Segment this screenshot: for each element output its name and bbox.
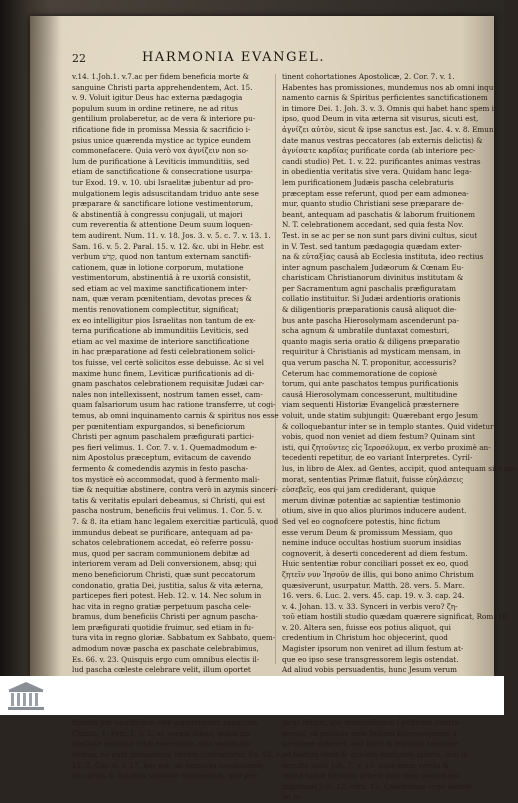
text-line: & diligentioris præparationis causâ aliquot die- <box>282 305 457 315</box>
text-line: tiæ & nequitiæ abstinere, contra verò in azymis sinceri- <box>72 485 278 495</box>
text-line: præceptam esse referunt, quod per eam admonea- <box>282 188 469 198</box>
text-line: v. 20. Altera sen, fuisse eos potius aliquot, qui <box>282 622 451 632</box>
text-line: viam sequenti Historiæ Evangelicâ præsternere <box>282 400 459 410</box>
text-line: admodum novæ pascha ex paschate celebrabimus, <box>72 644 259 654</box>
text-line: ζητεῖν νυν Ἰησοῦν de illis, qui bono animo Christum <box>282 569 474 579</box>
text-line: N. T. celebrationem accedant, sed quia festa Nov. <box>282 220 464 230</box>
text-line: Christi, 1. Petr. 1. v. 2. ac veram fidem, quam im- <box>72 728 252 738</box>
text-line: ἁγνίσατε καρδίας purificate corda (ab interiore pec- <box>282 146 476 156</box>
text-line: & abstinentiâ à congressu conjugali, ut majori <box>72 209 243 219</box>
text-line: tur Exod. 19. v. 10. ubi Israelitæ jubentur ad pro- <box>72 177 254 187</box>
page-number: 22 <box>72 52 86 65</box>
text-line: lum de purificatione à Leviticis immunditiis, sed <box>72 156 250 166</box>
text-line: quæsiverunt, usurpatur. Matth. 28. vers. 5. Marc. <box>282 580 465 590</box>
text-line: in timore Dei. 1. Joh. 3. v. 3. Omnis qui habet hanc spem in <box>282 103 499 113</box>
text-line: que eo ipso sese transgressorem legis ostendat. <box>282 654 459 664</box>
text-line: condonatio, gratia Dei, justitia, salus & vita æterna, <box>72 580 264 590</box>
text-line: beant, antequam ad paschatis & laborum fruitionem <box>282 209 476 219</box>
text-line: otium, sive in quo alios plurimos inducere audent. <box>282 506 467 516</box>
text-line: scha agnum & umbratile duntaxat comesturi, <box>282 326 450 336</box>
text-line: ex eo intelligitur pios Israelitas non tantum de ex- <box>72 315 256 325</box>
text-line: namento carnis & Spiritus perficientes sanctificationem <box>282 93 488 103</box>
text-line: hac vita in regno gratiæ perpetuum pascha cele- <box>72 601 252 611</box>
text-line: gentilium prolaberetur, ac de vera & interiore pu- <box>72 114 256 124</box>
text-line: in V. Test. sed tantum pædagogia quædam exter- <box>282 241 463 251</box>
text-line: sed etiam ac vel maxime sanctificationem inter- <box>72 283 248 293</box>
text-line: Es. 66. v. 23. Quisquis ergo cum omnibus electis il- <box>72 654 260 664</box>
text-line: εὐσεβεῖς, eos qui jam crediderant, quique <box>282 485 436 495</box>
text-line: quam falsariorum usum hac ratione transferre, ut cogi- <box>72 400 276 410</box>
running-head <box>72 52 476 68</box>
text-line: τοῦ etiam hostili studio quædam quærere significat, Rom. 10. <box>282 612 510 622</box>
text-line: particepes fieri potest. Heb. 12. v. 14. Nec solum in <box>72 591 262 601</box>
text-line: Sam. 16. v. 5. 2. Paral. 15. v. 12. &c. ubi in Hebr. est <box>72 241 264 251</box>
text-line: ἁγνίζει αὐτὸν, sicut & ipse sanctus est. Jac. 4. v. 8. Emun- <box>282 124 497 134</box>
text-line: voluit, unde statim subjungit: Quærebant ergo Jesum <box>282 411 479 420</box>
text-line: cognoverit, à deserti concederent ad diem festum. <box>282 548 468 558</box>
text-line: nam, quæ veram pœnitentiam, devotas preces & <box>72 294 252 304</box>
text-line: interiorem veram ad Deli conversionem, absq; qui <box>72 559 257 569</box>
text-line: Ceterum hac commemoratione de copiosè <box>282 368 438 378</box>
text-line: requiritur à Christianis ad mysticam mensam, in <box>282 347 461 357</box>
text-line: na & εὐταξίας causâ ab Ecclesia instituta, ideo rectius <box>282 252 484 262</box>
text-line: vestimentorum, abstinentiâ à re uxoriâ consistit, <box>72 273 252 283</box>
column-divider <box>275 74 276 664</box>
text-line: cationem, quæ in lotione corporum, mutatione <box>72 262 244 272</box>
text-columns <box>72 72 518 802</box>
text-line: tos mysticè eò accommodat, quod à fermento mali- <box>72 474 260 484</box>
text-line: date manus vestras peccatores (ab externis delictis) & <box>282 135 483 145</box>
text-line: ipso, quod Deum in vita æterna sit visurus, sicuti est, <box>282 114 479 124</box>
text-line: esse verum Deum & promissum Messiam, quo <box>282 527 453 537</box>
text-line: sicut reliqui, qui immundiciem Leviticam contra- <box>282 718 462 728</box>
text-line: mur, quanto studio Christiani sese præparare de- <box>282 199 464 209</box>
text-line: credentium in Christum hoc objecerint, quod <box>282 633 448 643</box>
text-line: nales non intellexissent, nostrum tamen esset, cam- <box>72 389 263 399</box>
gutter-shadow <box>30 16 60 676</box>
text-line: pascha nostrum, beneficiis frui velimus. 1. Cor. 5. v. <box>72 506 263 516</box>
text-line: scendere deberet, sed justo & legitimo tempore <box>282 739 458 749</box>
text-line: vemus, ne quid immundum iterum contrahatur, Es. 52. v. <box>72 750 282 759</box>
text-line: isti, qui ζητοῦντες εἰς Ἱεροσόλυμα, ex verbo proximè an- <box>282 442 491 452</box>
text-line: mus, quod per sacram communionem debitæ ad <box>72 548 250 558</box>
text-line: xerant, ut proinde ante festum Hierosolymam a- <box>282 728 460 738</box>
text-line: terna purificatione ab immunditiis Leviticis, sed <box>72 326 249 336</box>
text-line: psius unice quærenda mystice ac typice eundem <box>72 135 251 145</box>
text-line: in obedientia veritatis sive vera. Quidam hanc lega- <box>282 167 472 177</box>
text-line: & colloquebantur inter se in templo stantes. Quid videtur <box>282 421 494 431</box>
text-line: 7. & 8. ita etiam hanc legalem exercitiæ particulâ, quod <box>72 516 279 526</box>
text-line: bus ante pascha Hierosolymam ascenderunt pa- <box>282 315 459 325</box>
text-line: collatio instituitur. Si Judæi ardentioris orationis <box>282 294 461 304</box>
text-line: tis carnis & Spiritus studiosè abstinemus, quo per- <box>72 771 259 781</box>
text-line: merum divinæ potentiæ ac sapientiæ testimonio <box>282 495 461 505</box>
text-line: Christi per agnum paschalem præfigurati partici- <box>72 432 254 442</box>
book-page <box>30 16 518 802</box>
text-line: immundus debeat se purificare, antequam ad pa- <box>72 527 253 537</box>
text-line: populum suum in ordine retinere, ne ad ritus <box>72 103 239 113</box>
text-line: Magister ipsorum non veniret ad illum festum at- <box>282 644 464 654</box>
text-line: tinent cohortationes Apostolicæ, 2. Cor. 7. v. 1. <box>282 72 455 81</box>
text-line: quanto magis seria oratio & diligens præparatio <box>282 336 460 346</box>
text-line: rificatione fide in promissa Messia & sacrificio i- <box>72 124 251 134</box>
text-line: tura vita in regno gloriæ. Sabbatum ex Sabbato, quem- <box>72 633 276 643</box>
text-line: mediate sequitur vitæ emendatio, qua sedulo ca- <box>72 739 252 749</box>
text-line: nim Apostolus præceptum, evitacum de cavendo <box>72 453 251 463</box>
text-line: pes fieri velimus. 1. Cor. 7. v. 1. Quemadmodum e- <box>72 442 257 452</box>
text-line: v.14. 1.Joh.1. v.7.ac per fidem beneficia morte & <box>72 72 249 81</box>
text-line: tecedenti repetitur, de eo variant Interpretes. Cyril- <box>282 453 473 463</box>
text-line: ne te- <box>282 792 303 802</box>
text-line: Ad aliud vobis persuadentis, hunc Jesum verum <box>282 665 458 675</box>
text-line: per pœnitentiam expurgandos, si beneficiorum <box>72 421 246 431</box>
text-line: præparare & sanctificare lotione vestimentorum, <box>72 199 254 209</box>
text-line: commonefacere. Quia verò vox ἁγνίζειν non so- <box>72 146 249 156</box>
text-line: lus, in libro de Alex. ad Gentes, accipit, quod antequam sint me- <box>282 463 518 473</box>
text-line: Habentes has promissiones, mundemus nos ab omni inqui- <box>282 82 499 92</box>
text-line: vobis, quod non veniet ad diem festum? Quinam sint <box>282 432 476 442</box>
text-line: fermento & comedendis azymis in festo pascha- <box>72 463 249 473</box>
text-line: maxime hunc finem, Leviticæ purificationis ad di- <box>72 368 255 378</box>
text-line: ad festum venit & quidem Rumpens aperte, non in <box>282 750 468 759</box>
text-line: occulto sicut Joh. 7. v. 10. alias enim vectiu & <box>282 760 450 770</box>
text-line: Sed vel eo cognofcere potestis, hinc fictum <box>282 516 441 526</box>
text-line: 16. vers. 6. Luc. 2. vers. 45. cap. 19. v. 3. cap. 24. <box>282 591 465 601</box>
text-line: etiam de sanctificatione & consecratione usurpa- <box>72 167 253 177</box>
text-line: lud pascha cœleste celebrare velit, illum oportet <box>72 665 251 675</box>
text-line: Huic sententiæ robur conciliari posset ex eo, quod <box>282 559 469 569</box>
page-title: HARMONIA EVANGEL. <box>142 50 326 65</box>
text-line: torum, qui ante paschatos tempus purificationis <box>282 379 459 389</box>
text-line: schatos celebrationem accedat, eò referre possu- <box>72 538 254 548</box>
text-line: inter agnum paschalem Judæorum & Cœnam Eu- <box>282 262 464 272</box>
text-line: morat, sententias Primæ flatuit, fuisse εὐηλάσεις <box>282 474 464 484</box>
text-line: mentis renovationem complectitur, significat; <box>72 305 239 315</box>
text-line: gnam paschatos celebrationem requisitæ Judæi car- <box>72 379 265 389</box>
library-building-logo <box>6 680 46 712</box>
text-line: candi studio) Pet. 1. v. 22. purificantes animas vestras <box>282 156 481 166</box>
text-line: bramus, dum beneficiis Christi per agnum pascha- <box>72 612 258 622</box>
text-line: cum reverentia & attentione Deum suum loquen- <box>72 220 253 230</box>
footer-strip <box>0 676 504 715</box>
text-line: etiam ac vel maxime de interiore sanctificatione <box>72 336 250 346</box>
text-line: qua verum pascha N. T. proponitur, accessuris? <box>282 358 457 368</box>
text-line: Test. in se ac per se non sunt pars divini cultus, sicut <box>282 230 478 240</box>
text-line: charisticam Christianorum divinitus institutam & <box>282 273 464 283</box>
text-line: ingressus Joh. 12. vers. 12. Cavebamus ergo sedulo, <box>282 781 475 791</box>
text-line: tatis & veritatis epulari debeamus, si Christi, qui est <box>72 495 266 505</box>
text-line: causâ Hierosolymam concesserunt, multitudine <box>282 389 458 399</box>
text-line: tionem per sacrificium sive aspersionem sanguinis <box>72 718 259 728</box>
text-line: in hac præparatione ad festi celebrationem solici- <box>72 347 256 357</box>
text-line: tos fuisse, vel certè solicitos esse debuisse. Ac si vel <box>72 358 264 368</box>
text-line: temus, ab omni inquinamento carnis & spiritus nos esse <box>72 411 279 420</box>
text-line: per Sacramentum agni paschalis præfiguratam <box>282 283 457 293</box>
text-line: nemine induce occultas hostium suorum insidias <box>282 538 462 548</box>
text-line: v. 9. Voluit igitur Deus hac externa pædagogia <box>72 93 243 103</box>
text-line: mulgationem legis adsuscitandam triduo ante sese <box>72 188 259 198</box>
text-line: lem præfigurati quotidie fruimur, sed etiam in fu- <box>72 622 254 632</box>
text-line: multa turbâ stipatus urbem post dies paucos est <box>282 771 460 781</box>
text-line: meno beneficiorum Christi, quæ sunt peccatorum <box>72 569 256 579</box>
text-line: 11. 2. Cor. 6. v. 17. hoc est, ab omnibus inquinamen- <box>72 760 265 770</box>
text-line: sanguine Christi parta apprehendentem, Act. 15. <box>72 82 253 92</box>
text-line: lem purificationem Judæis pascha celebraturis <box>282 177 454 187</box>
text-line: v. 4. Johan. 13. v. 33. Synceri in verbis vero? ζη- <box>282 601 458 611</box>
text-line: tem audirent. Num. 11. v. 18. Jos. 3. v. 5. c. 7. v. 13. 1. <box>72 230 271 240</box>
text-line: verbum קָדַשׁ, quod non tantum externam sanctifi- <box>72 252 252 262</box>
